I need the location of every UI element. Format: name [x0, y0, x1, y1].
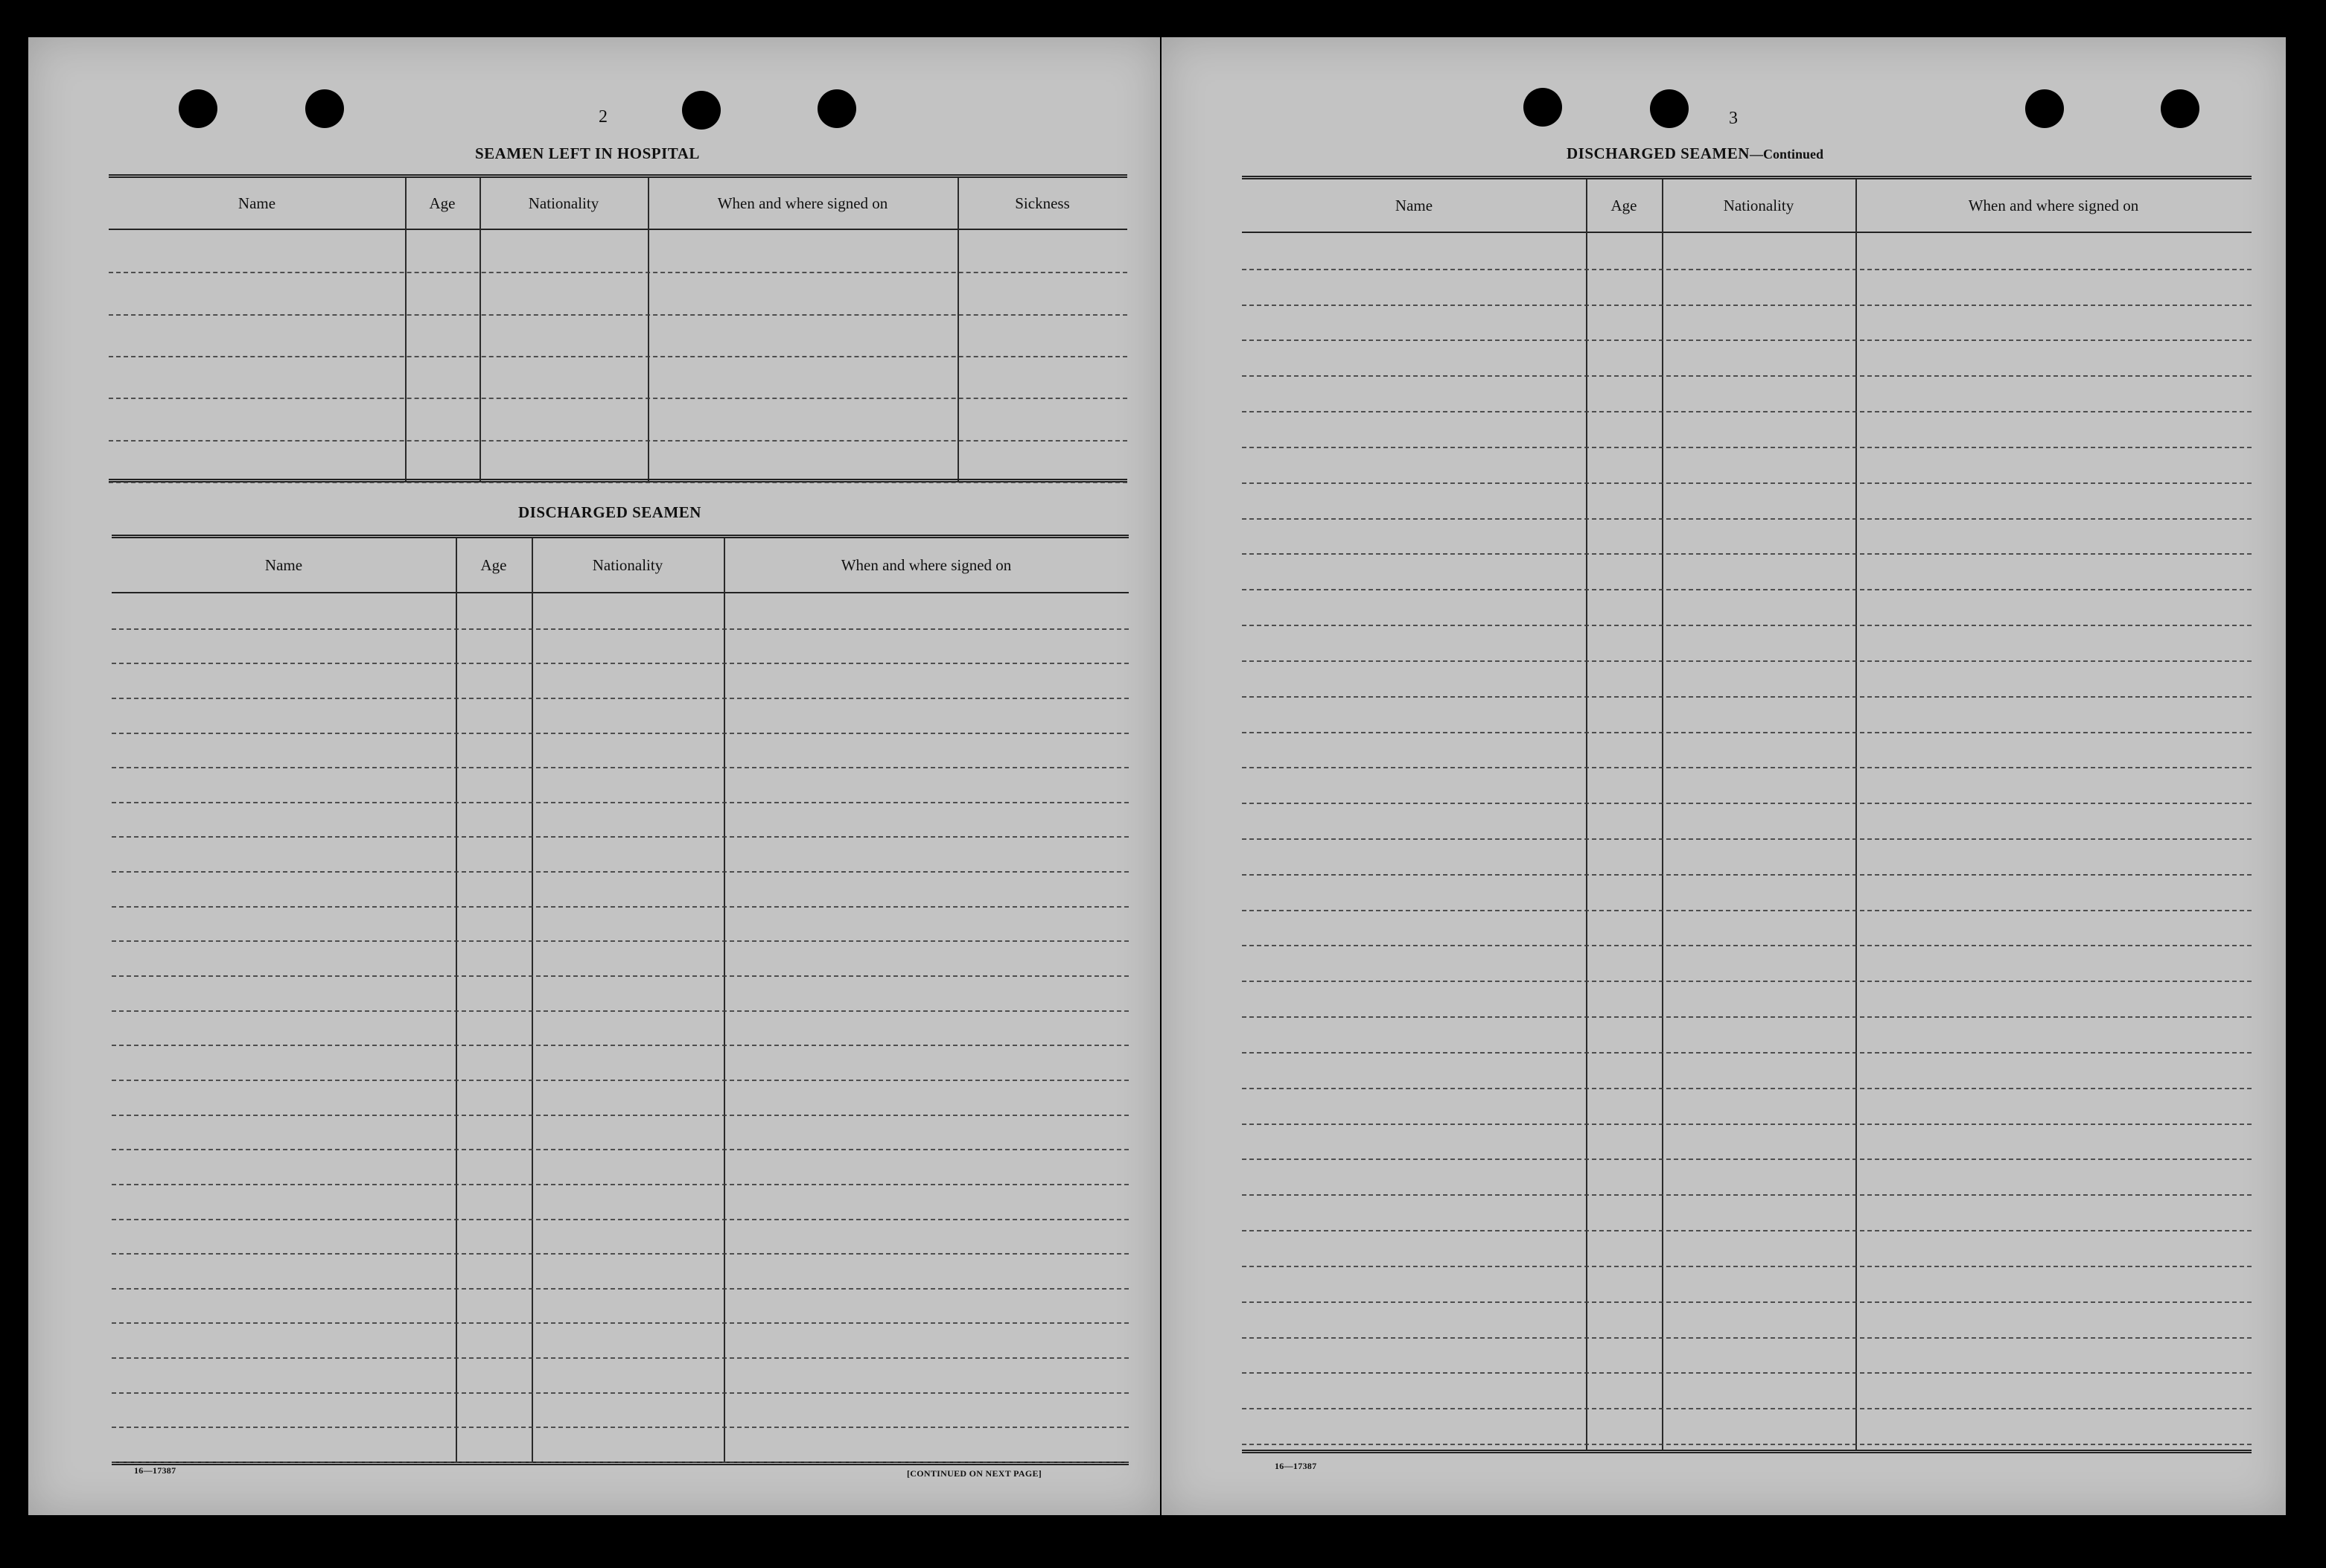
column-divider — [648, 178, 649, 482]
column-divider — [405, 178, 407, 482]
table-row — [109, 440, 1127, 442]
table-row — [112, 975, 1129, 977]
table-header — [112, 538, 1129, 593]
binder-hole — [1523, 88, 1562, 127]
column-header-signed-on: When and where signed on — [1968, 196, 2139, 214]
table-row — [112, 767, 1129, 768]
page-number: 3 — [1729, 109, 1738, 128]
column-header-name: Name — [238, 194, 276, 212]
column-header-age: Age — [480, 555, 507, 574]
column-header-age: Age — [429, 194, 456, 212]
table-row — [112, 1184, 1129, 1185]
table-row — [112, 1010, 1129, 1012]
table-row — [109, 482, 1127, 483]
column-header-sickness: Sickness — [1015, 194, 1070, 212]
discharged-section-title: DISCHARGED SEAMEN — [518, 503, 701, 521]
discharged-continued-title — [1567, 144, 1823, 163]
column-header-signed-on: When and where signed on — [717, 194, 888, 212]
table-row — [109, 398, 1127, 399]
table-row — [1242, 1052, 2252, 1054]
hospital-table — [109, 174, 1127, 483]
table-row — [1242, 482, 2252, 484]
table-row — [112, 1392, 1129, 1394]
table-row — [1242, 874, 2252, 876]
table-row — [112, 1253, 1129, 1255]
column-header-signed-on: When and where signed on — [841, 555, 1012, 574]
table-row — [112, 1149, 1129, 1150]
table-row — [1242, 625, 2252, 626]
table-row — [1242, 696, 2252, 698]
table-row — [112, 836, 1129, 838]
column-divider — [1662, 179, 1663, 1451]
column-header-name: Name — [264, 555, 303, 574]
table-row — [1242, 447, 2252, 448]
column-header-nationality: Nationality — [528, 194, 599, 212]
table-row — [1242, 1266, 2252, 1267]
table-row — [112, 628, 1129, 630]
column-divider — [1855, 179, 1857, 1451]
table-row — [112, 1357, 1129, 1359]
table-row — [1242, 518, 2252, 520]
table-row — [112, 1115, 1129, 1116]
table-row — [1242, 375, 2252, 377]
binder-hole — [305, 89, 344, 128]
table-header — [109, 178, 1127, 230]
table-row — [112, 1219, 1129, 1220]
table-row — [1242, 660, 2252, 662]
table-row — [1242, 1301, 2252, 1303]
binder-hole — [2025, 89, 2064, 128]
table-row — [1242, 1408, 2252, 1409]
table-row — [1242, 981, 2252, 982]
table-row — [112, 1427, 1129, 1428]
table-header — [1242, 179, 2252, 233]
table-row — [112, 663, 1129, 664]
table-row — [1242, 767, 2252, 768]
form-number: 16—17387 — [1275, 1461, 1317, 1471]
table-row — [1242, 1444, 2252, 1445]
table-row — [1242, 1337, 2252, 1339]
column-header-age: Age — [1610, 196, 1637, 214]
table-row — [1242, 589, 2252, 590]
table-row — [112, 1288, 1129, 1290]
title-suffix: —Continued — [1749, 147, 1823, 162]
column-header-nationality: Nationality — [592, 555, 663, 574]
column-divider — [479, 178, 481, 482]
table-row — [1242, 1016, 2252, 1018]
table-row — [1242, 1088, 2252, 1089]
table-row — [112, 940, 1129, 942]
table-row — [109, 314, 1127, 316]
table-row — [112, 1322, 1129, 1324]
table-row — [1242, 269, 2252, 270]
table-row — [1242, 838, 2252, 840]
table-row — [112, 733, 1129, 734]
table-row — [1242, 411, 2252, 412]
column-divider — [1586, 179, 1587, 1451]
table-row — [1242, 732, 2252, 733]
discharged-continued-table — [1242, 176, 2252, 1460]
left-page — [28, 37, 1160, 1515]
column-header-name: Name — [1395, 196, 1433, 214]
table-row — [1242, 1124, 2252, 1125]
table-row — [1242, 305, 2252, 306]
binder-hole — [1650, 89, 1689, 128]
table-row — [112, 906, 1129, 908]
form-number: 16—17387 — [134, 1465, 176, 1476]
hospital-section-title: SEAMEN LEFT IN HOSPITAL — [475, 144, 700, 162]
binder-hole — [818, 89, 856, 128]
page-number: 2 — [599, 107, 608, 127]
table-row — [109, 272, 1127, 273]
table-row — [1242, 803, 2252, 804]
table-row — [1242, 1159, 2252, 1160]
table-bottom-rule — [1242, 1450, 2252, 1453]
table-row — [112, 698, 1129, 699]
column-header-nationality: Nationality — [1723, 196, 1794, 214]
column-divider — [958, 178, 959, 482]
table-row — [112, 1080, 1129, 1081]
table-row — [109, 356, 1127, 357]
binder-hole — [682, 91, 721, 130]
table-row — [1242, 553, 2252, 555]
table-row — [112, 871, 1129, 873]
continued-note: [CONTINUED ON NEXT PAGE] — [907, 1468, 1042, 1479]
right-page — [1162, 37, 2286, 1515]
table-row — [1242, 910, 2252, 911]
binder-hole — [2161, 89, 2199, 128]
title-main: DISCHARGED SEAMEN — [1567, 144, 1750, 162]
table-row — [112, 1462, 1129, 1463]
table-row — [1242, 1372, 2252, 1374]
table-row — [1242, 1230, 2252, 1231]
table-row — [112, 1045, 1129, 1046]
discharged-table — [112, 535, 1129, 1467]
table-row — [112, 802, 1129, 803]
binder-hole — [179, 89, 217, 128]
table-row — [1242, 1194, 2252, 1196]
table-row — [1242, 340, 2252, 341]
table-row — [1242, 945, 2252, 946]
